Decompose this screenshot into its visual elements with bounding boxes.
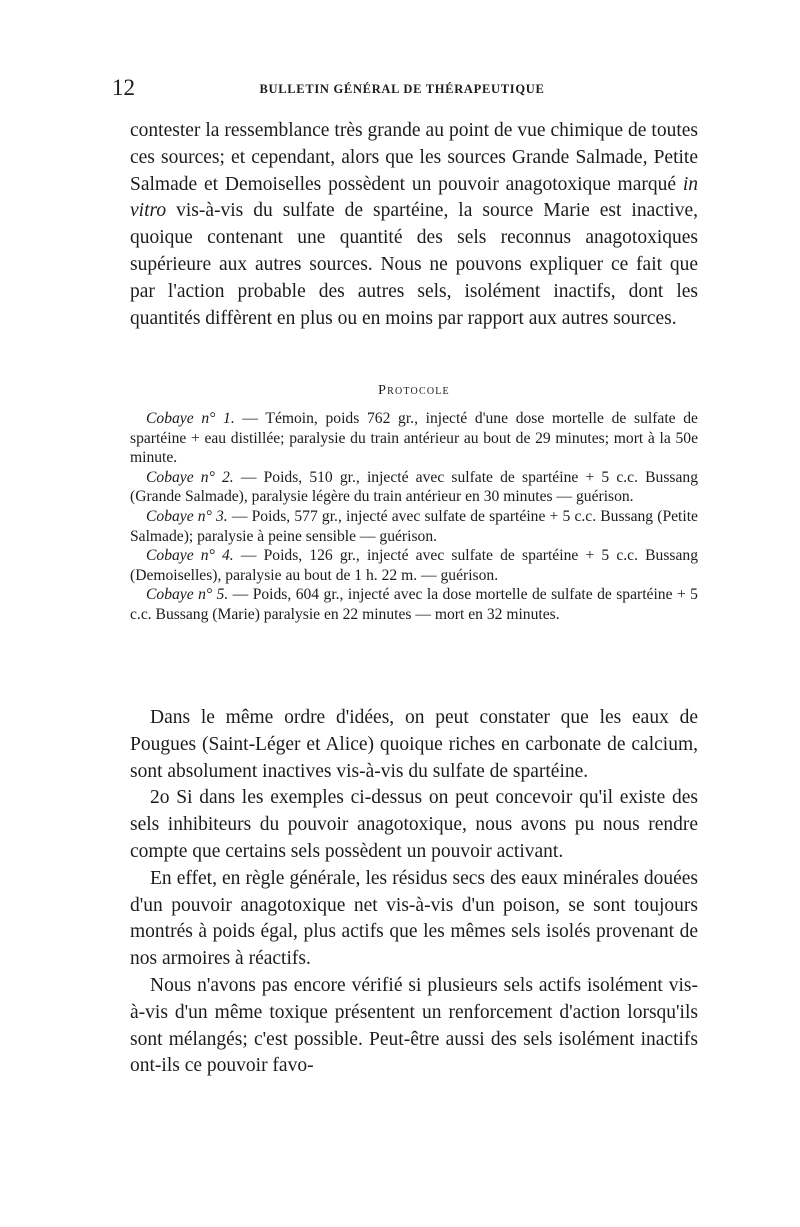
protocol-item-text: — Poids, 126 gr., injecté avec sulfate de spartéine + 5 c.c. Bussang (Demoiselles), paralysie au bout de 1 h. 22 m. — guérison. [130,547,698,584]
protocol-item [130,585,698,624]
protocol-item-text: — Poids, 604 gr., injecté avec la dose mortelle de sulfate de spartéine + 5 c.c. Bussang (Marie) paralysie en 22 minutes — mort en 32 minutes. [130,586,698,623]
protocol-item-text: — Témoin, poids 762 gr., injecté d'une dose mortelle de sulfate de spartéine + eau distillée; paralysie du train antérieur au bout de 29 minutes; mort à la 50e minute. [130,410,698,467]
protocol-item-label: Cobaye n° 3. [146,507,228,525]
protocol-item-label: Cobaye n° 2. [146,468,234,486]
journal-title: BULLETIN GÉNÉRAL DE THÉRAPEUTIQUE [259,82,545,96]
protocol-item [130,468,698,507]
protocol-item-label: Cobaye n° 1. [146,410,235,427]
protocol-item [130,507,698,546]
body-paragraph: Dans le même ordre d'idées, on peut constater que les eaux de Pougues (Saint-Léger et Alice) quoique riches en carbonate de calcium, sont absolument inactives vis-à-vis du sulfate de spartéine. [130,707,698,782]
intro-paragraph [130,118,698,332]
body-paragraph: 2o Si dans les exemples ci-dessus on peut concevoir qu'il existe des sels inhibiteurs du pouvoir anagotoxique, nous avons pu nous rendre compte que certains sels possèdent un pouvoir activant. [130,787,698,862]
protocol-item-text: — Poids, 510 gr., injecté avec sulfate de spartéine + 5 c.c. Bussang (Grande Salmade), paralysie légère du train antérieur en 30 minutes — guérison. [130,468,698,506]
intro-italic: in vitro [130,173,698,222]
body-paragraph: En effet, en règle générale, les résidus secs des eaux minérales douées d'un pouvoir anagotoxique net vis-à-vis d'un poison, se sont toujours montrés à poids égal, plus actifs que les mêmes sels isolés provenant de nos armoires à réactifs. [130,867,698,970]
protocol-item-label: Cobaye n° 5. [146,586,229,604]
page-number: 12 [112,75,135,100]
intro-text-end: vis-à-vis du sulfate de spartéine, la source Marie est inactive, quoique contenant une quantité des sels reconnus anagotoxiques supérieure aux autres sources. Nous ne pouvons expliquer ce fait que par l'action probable des autres sels, isolément inactifs, dont les quantités diffèrent en plus ou en moins par rapport aux autres sources. [130,200,699,329]
body-paragraph: Nous n'avons pas encore vérifié si plusieurs sels actifs isolément vis-à-vis d'un même toxique présentent un renforcement d'action lorsqu'ils sont mélangés; c'est possible. Peut-être aussi des sels isolément inactifs ont-ils ce pouvoir favo- [130,974,698,1077]
protocol-list [130,409,698,625]
protocol-item [130,409,698,468]
protocol-item [130,546,698,585]
protocol-item-text: — Poids, 577 gr., injecté avec sulfate de spartéine + 5 c.c. Bussang (Petite Salmade); paralysie à peine sensible — guérison. [130,507,698,545]
body-text [130,705,698,1080]
protocol-heading: Protocole [378,383,450,398]
protocol-item-label: Cobaye n° 4. [146,547,234,565]
intro-text-start: contester la ressemblance très grande au point de vue chimique de toutes ces sources; et cependant, alors que les sources Grande Salmade, Petite Salmade et Demoiselles possèdent un pouvoir anagotoxique marqué [130,120,698,195]
running-head [112,76,692,100]
